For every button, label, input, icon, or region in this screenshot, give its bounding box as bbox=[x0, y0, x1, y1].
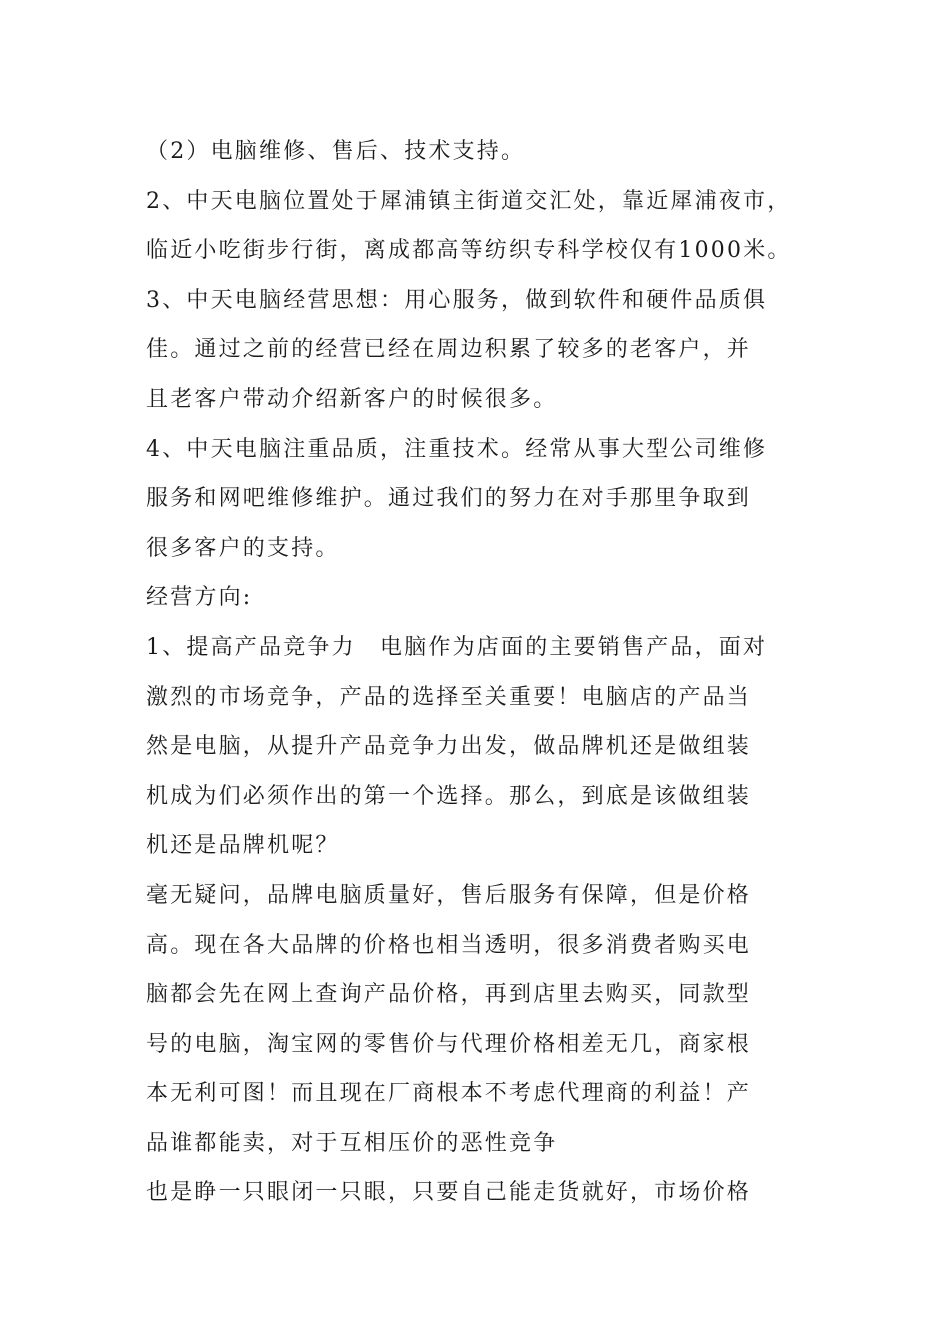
text-line: 机还是品牌机呢？ bbox=[146, 833, 340, 859]
document-body bbox=[146, 132, 816, 1223]
text-line: 2、中天电脑位置处于犀浦镇主街道交汇处，靠近犀浦夜市， bbox=[146, 188, 792, 214]
section-heading: 经营方向: bbox=[146, 585, 253, 611]
text-line: 4、中天电脑注重品质，注重技术。经常从事大型公司维修 bbox=[146, 436, 768, 462]
text-line: 号的电脑，淘宝网的零售价与代理价格相差无几，商家根 bbox=[146, 1031, 752, 1057]
text-line: 佳。通过之前的经营已经在周边积累了较多的老客户，并 bbox=[146, 337, 752, 363]
text-line: 服务和网吧维修维护。通过我们的努力在对手那里争取到 bbox=[146, 486, 752, 512]
text-line: 脑都会先在网上查询产品价格，再到店里去购买，同款型 bbox=[146, 982, 752, 1008]
text-line: 也是睁一只眼闭一只眼，只要自己能走货就好，市场价格 bbox=[146, 1180, 752, 1206]
text-line: 品谁都能卖，对于互相压价的恶性竞争 bbox=[146, 1130, 558, 1156]
text-line: 3、中天电脑经营思想：用心服务，做到软件和硬件品质俱 bbox=[146, 287, 768, 313]
text-line: 1、提高产品竞争力 电脑作为店面的主要销售产品，面对 bbox=[146, 634, 768, 660]
text-line: 机成为们必须作出的第一个选择。那么，到底是该做组装 bbox=[146, 783, 752, 809]
text-line: 本无利可图！而且现在厂商根本不考虑代理商的利益！产 bbox=[146, 1081, 752, 1107]
text-line: 高。现在各大品牌的价格也相当透明，很多消费者购买电 bbox=[146, 932, 752, 958]
text-line: 激烈的市场竞争，产品的选择至关重要！电脑店的产品当 bbox=[146, 684, 752, 710]
text-line: 临近小吃街步行街，离成都高等纺织专科学校仅有1000米。 bbox=[146, 238, 792, 264]
text-line: 然是电脑，从提升产品竞争力出发，做品牌机还是做组装 bbox=[146, 734, 752, 760]
text-line: 且老客户带动介绍新客户的时候很多。 bbox=[146, 386, 558, 412]
text-line: 毫无疑问，品牌电脑质量好，售后服务有保障，但是价格 bbox=[146, 882, 752, 908]
text-line: （2）电脑维修、售后、技术支持。 bbox=[146, 139, 526, 164]
text-line: 很多客户的支持。 bbox=[146, 535, 340, 561]
